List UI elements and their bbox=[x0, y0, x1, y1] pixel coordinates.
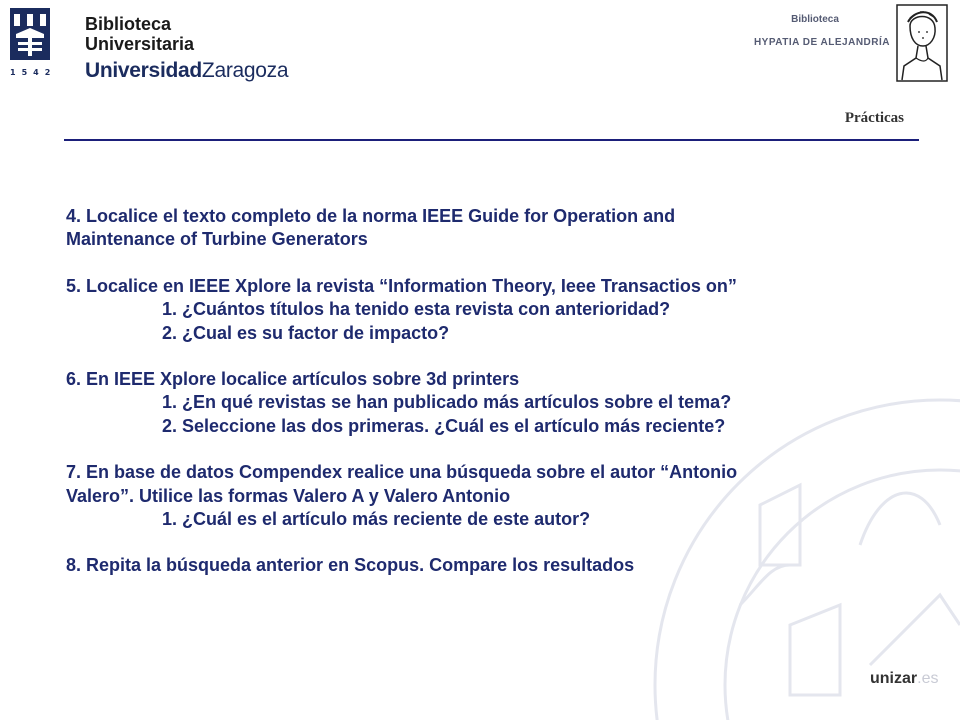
exercise-line: Maintenance of Turbine Generators bbox=[66, 229, 368, 250]
exercise-line: 4. Localice el texto completo de la norma IEEE Guide for Operation and bbox=[66, 206, 676, 226]
exercise-line: Valero”. Utilice las formas Valero A y Valero Antonio bbox=[66, 485, 511, 506]
exercise-subitem: 1. ¿Cuál es el artículo más reciente de este autor? bbox=[162, 509, 591, 530]
logo-line-universitaria: Universitaria bbox=[85, 34, 195, 54]
exercise-line: 6. En IEEE Xplore localice artículos sobre 3d printers bbox=[66, 369, 520, 390]
library-name: HYPATIA DE ALEJANDRÍA bbox=[753, 37, 890, 48]
section-title: Prácticas bbox=[844, 110, 904, 126]
logo-line-biblioteca: Biblioteca bbox=[85, 14, 172, 34]
hypatia-portrait-icon bbox=[896, 4, 948, 82]
university-crest-icon bbox=[8, 4, 52, 66]
logo-zaragoza: Zaragoza bbox=[201, 59, 289, 82]
library-label: Biblioteca bbox=[791, 14, 839, 25]
header-divider bbox=[64, 139, 919, 141]
exercise-line: 5. Localice en IEEE Xplore la revista “Information Theory, Ieee Transactios on” bbox=[66, 275, 737, 296]
exercise-subitem: 2. ¿Cual es su factor de impacto? bbox=[162, 322, 450, 343]
university-logo bbox=[8, 4, 298, 84]
crest-year: 1542 bbox=[10, 68, 57, 77]
library-name-block bbox=[690, 14, 890, 48]
exercise-line: 7. En base de datos Compendex realice una búsqueda sobre el autor “Antonio bbox=[66, 462, 738, 483]
exercise-list bbox=[66, 205, 896, 578]
exercise-subitem: 1. ¿En qué revistas se han publicado más artículos sobre el tema? bbox=[162, 392, 732, 413]
exercise-subitem: 2. Seleccione las dos primeras. ¿Cuál es el artículo más reciente? bbox=[162, 415, 726, 436]
logo-universidad-zaragoza bbox=[85, 59, 288, 83]
unizar-brand bbox=[870, 670, 938, 688]
exercise-line: 8. Repita la búsqueda anterior en Scopus. Compare los resultados bbox=[66, 555, 635, 576]
unizar-brand-tld: .es bbox=[917, 670, 939, 687]
exercise-subitem: 1. ¿Cuántos títulos ha tenido esta revista con anterioridad? bbox=[162, 299, 671, 320]
logo-universidad: Universidad bbox=[85, 59, 202, 82]
unizar-brand-name: unizar bbox=[870, 670, 918, 687]
